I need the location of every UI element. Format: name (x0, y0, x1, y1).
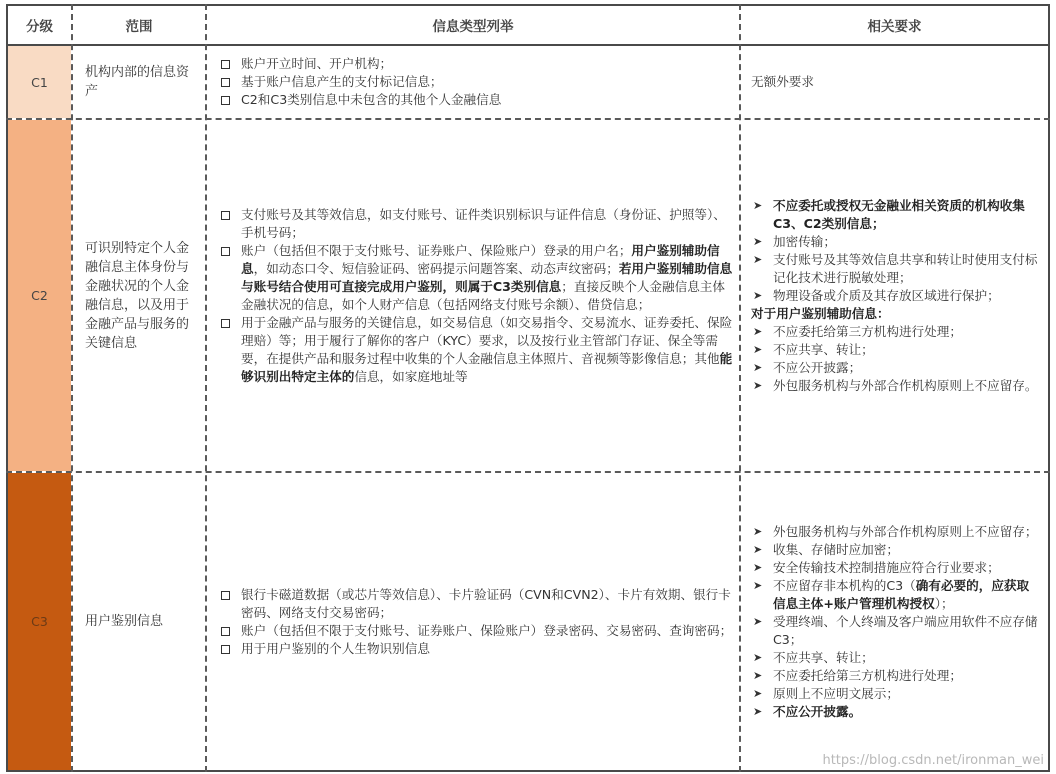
c1-requirement (741, 46, 1048, 118)
text: 不应委托给第三方机构进行处理； (773, 667, 962, 683)
requirement-item (751, 685, 1040, 703)
text: 受理终端、个人终端及客户端应用软件不应存储C3； (773, 613, 1038, 647)
c2-info (207, 120, 739, 471)
requirement-item (751, 667, 1040, 685)
requirement-item (751, 341, 1040, 359)
text: 外包服务机构与外部合作机构原则上不应留存； (773, 523, 1038, 539)
header-scope: 范围 (125, 19, 153, 35)
header-level: 分级 (26, 19, 53, 35)
info-item (219, 73, 501, 91)
text: 不应共享、转让； (773, 649, 874, 665)
c2-info-list (219, 206, 733, 386)
requirement-item (751, 541, 1040, 559)
text: 账户（包括但不限于支付账号、证券账户、保险账户）登录密码、交易密码、查询密码； (241, 622, 733, 638)
requirement-item (751, 649, 1040, 667)
requirement-text: 不应委托或授权无金融业相关资质的机构收集C3、C2类别信息； (773, 197, 1025, 231)
c1-scope-text: 机构内部的信息资产 (85, 65, 190, 99)
text: 账户开立时间、开户机构； (241, 56, 393, 71)
text: 用于用户鉴别的个人生物识别信息 (241, 640, 430, 656)
requirement-text: 加密传输； (773, 233, 836, 249)
requirement-item (751, 577, 1040, 613)
bold-text: 能够识别出特定主体的 (241, 350, 733, 384)
c2-requirements (741, 120, 1048, 471)
c1-info (207, 46, 739, 118)
requirement-item (751, 197, 1040, 233)
bold-text: 不应公开披露。 (773, 703, 862, 719)
c2-scope (73, 120, 205, 471)
requirement-subheading (751, 305, 1040, 323)
requirement-item (751, 613, 1040, 649)
text: ；直接反映个人金融信息主体金融状况的信息，如个人财产信息（包括网络支付账号余额）、借贷信息； (241, 278, 725, 312)
requirement-item (751, 359, 1040, 377)
c3-requirements (741, 473, 1048, 770)
requirement-item (751, 323, 1040, 341)
text: ，如动态口令、短信验证码、密码提示问题答案、动态声纹密码； (253, 260, 619, 276)
requirement-text: 对于用户鉴别辅助信息： (751, 305, 890, 321)
c1-scope (73, 46, 205, 118)
text: 安全传输技术控制措施应符合行业要求； (773, 559, 1000, 575)
info-item (219, 622, 733, 640)
requirement-item (751, 377, 1040, 395)
requirement-text: 外包服务机构与外部合作机构原则上不应留存。 (773, 377, 1038, 393)
requirement-text: 不应委托给第三方机构进行处理； (773, 323, 962, 339)
requirement-item (751, 703, 1040, 721)
bold-text: 若用户鉴别辅助信息与账号结合使用可直接完成用户鉴别，则属于C3类别信息 (241, 260, 733, 294)
requirement-item (751, 523, 1040, 541)
text: 收集、存储时应加密； (773, 541, 899, 557)
requirement-text: 不应公开披露； (773, 359, 862, 375)
info-item (219, 242, 733, 314)
requirement-text: 不应共享、转让； (773, 341, 874, 357)
c1-info-list (219, 55, 501, 109)
text: 支付账号及其等效信息，如支付账号、证件类识别标识与证件信息（身份证、护照等）、手机号码； (241, 206, 726, 240)
c3-scope (73, 473, 205, 770)
header-info-types: 信息类型列举 (432, 19, 514, 35)
text: 银行卡磁道数据（或芯片等效信息）、卡片验证码（CVN和CVN2）、卡片有效期、银行卡密码、网络支付交易密码； (241, 586, 731, 620)
text: 信息，如家庭地址等 (354, 368, 468, 384)
c3-requirements-list (751, 523, 1040, 721)
header-requirements: 相关要求 (867, 19, 922, 35)
bold-text: 用户鉴别辅助信息 (241, 242, 720, 276)
requirement-text: 物理设备或介质及其存放区域进行保护； (773, 287, 1000, 303)
info-item (219, 314, 733, 386)
requirement-item (751, 251, 1040, 287)
info-item (219, 55, 501, 73)
c1-requirement-text: 无额外要求 (751, 74, 814, 89)
c3-info-list (219, 586, 733, 658)
text: 不应留存非本机构的C3（ (773, 577, 916, 593)
c1-level: C1 (31, 74, 48, 90)
text: ）； (934, 595, 954, 611)
requirement-item (751, 233, 1040, 251)
info-item (219, 206, 733, 242)
c2-level: C2 (31, 288, 48, 303)
text: 账户（包括但不限于支付账号、证券账户、保险账户）登录的用户名； (241, 242, 632, 258)
bold-text: 确有必要的，应获取信息主体+账户管理机构授权 (773, 577, 1030, 611)
watermark: https://blog.csdn.net/ironman_wei (822, 753, 1044, 768)
info-item (219, 640, 733, 658)
text: 基于账户信息产生的支付标记信息； (241, 74, 443, 89)
c3-scope-text: 用户鉴别信息 (85, 614, 164, 629)
c2-requirements-list (751, 197, 1040, 395)
info-item (219, 91, 501, 109)
requirement-text: 支付账号及其等效信息共享和转让时使用支付标记化技术进行脱敏处理； (773, 251, 1038, 285)
text: C2和C3类别信息中未包含的其他个人金融信息 (241, 92, 502, 107)
requirement-item (751, 559, 1040, 577)
info-item (219, 586, 733, 622)
c2-scope-text: 可识别特定个人金融信息主体身份与金融状况的个人金融信息，以及用于金融产品与服务的关键信息 (85, 240, 190, 351)
c3-level: C3 (31, 614, 48, 629)
text: 原则上不应明文展示； (773, 685, 899, 701)
text: 用于金融产品与服务的关键信息，如交易信息（如交易指令、交易流水、证券委托、保险理赔）等；用于履行了解你的客户（KYC）要求，以及按行业主管部门存证、保全等需要，在提供产品和服务过程中收集的个人金融信息主体照片、音视频等影像信息；其他 (241, 314, 733, 366)
c3-info (207, 473, 739, 770)
requirement-item (751, 287, 1040, 305)
